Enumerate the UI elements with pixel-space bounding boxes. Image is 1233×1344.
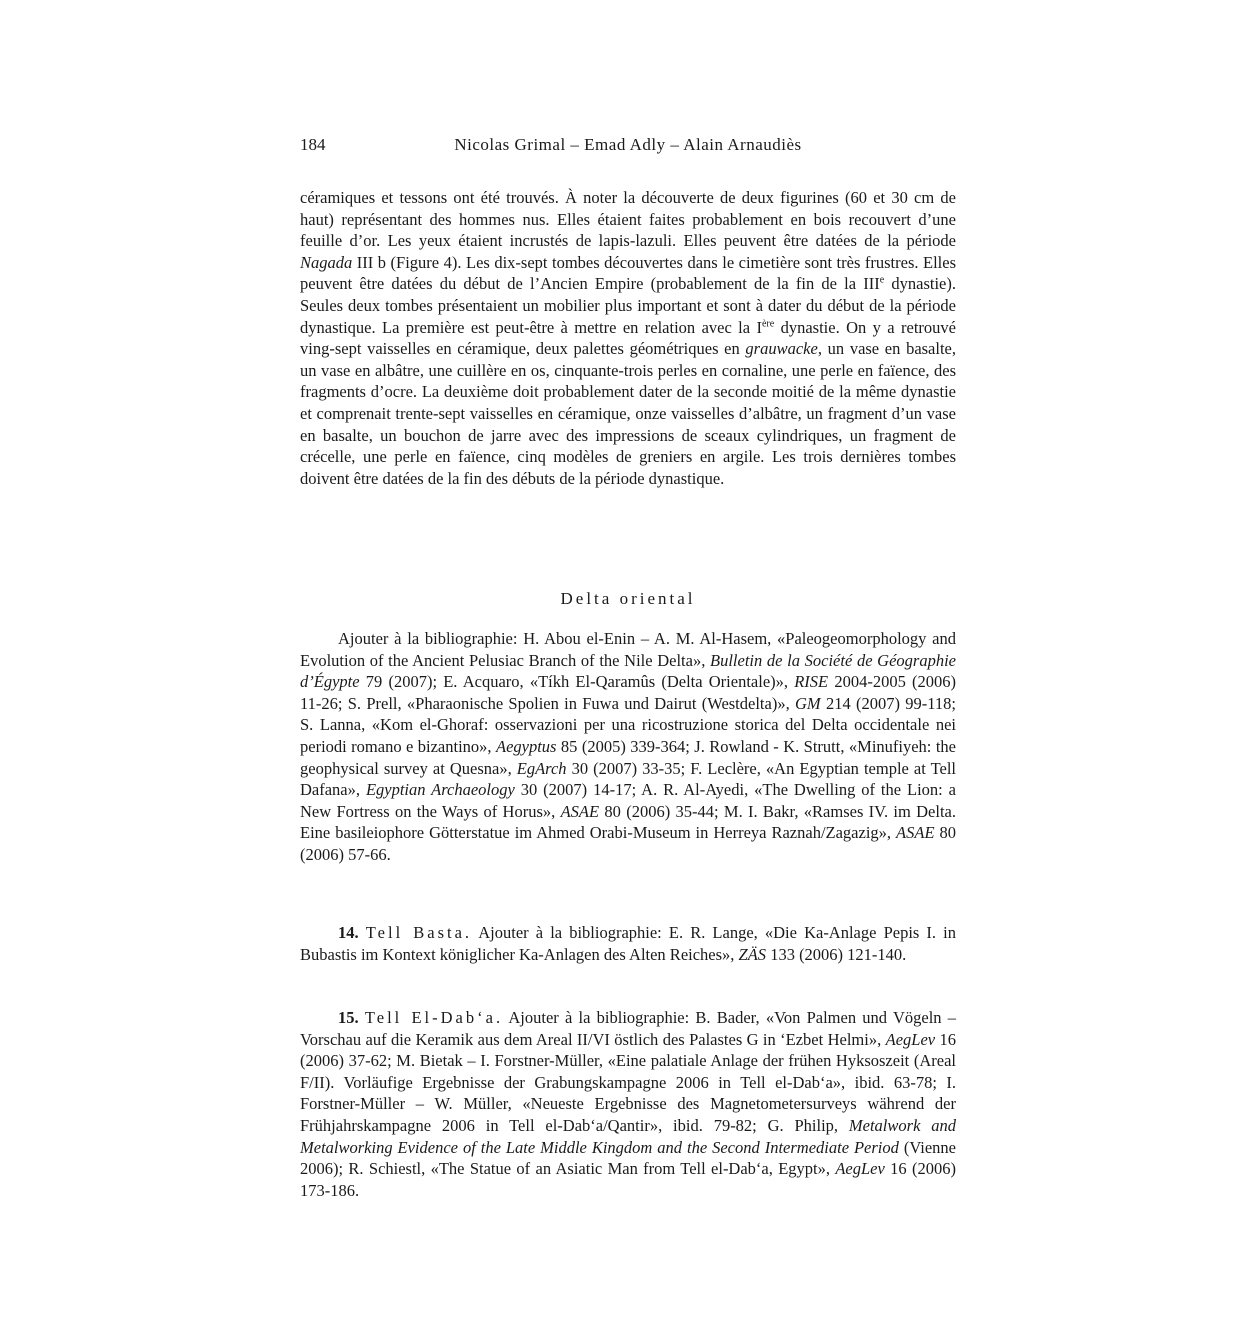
entry-number: 15. bbox=[338, 1008, 359, 1027]
entry-number: 14. bbox=[338, 923, 359, 942]
text-run: Ajouter à la bibliographie: E. R. Lange, «Die Ka-Anlage Pepis I. in Bubastis im Kontext königlicher Ka-Anlagen des Alten Reiches», bbox=[300, 923, 956, 964]
text-run: 214 (2007) 99-118; S. Lanna, «Kom el-Ghoraf: osservazioni per una ricostruzione storica del Delta occidentale nei periodi romano e bizantino», bbox=[300, 693, 956, 756]
text-run: céramiques et tessons ont été trouvés. À noter la découverte de deux figurines (60 et 30 cm de haut) représentant des hommes nus. Elles étaient faites probablement en bois recouvert d’une feuille d’or. Les yeux étaient incrustés de lapis-lazuli. Elles peuvent être datées de la période bbox=[300, 188, 956, 251]
text-run: Ajouter à la bibliographie: B. Bader, «Von Palmen und Vögeln – Vorschau auf die Keramik aus dem Areal II/VI östlich des Palastes G in ‘Ezbet Helmi», bbox=[300, 1008, 957, 1049]
text-run: 30 (2007) 33-35; F. Leclère, «An Egyptian temple at Tell Dafana», bbox=[300, 758, 956, 800]
paragraph-bibliography-delta bbox=[300, 628, 956, 866]
text-run: , un vase en basalte, un vase en albâtre, une cuillère en os, cinquante-trois perles en cornaline, une perle en faïence, des fragments d’ocre. La deuxième doit probablement dater de la seconde moitié de la même dynastie et comprenait trente-sept vaisselles en céramique, onze vaisselles d’albâtre, un fragment d’un vase en basalte, un bouchon de jarre avec des impressions de sceaux cylindriques, un fragment de crécelle, une perle en faïence, cinq modèles de greniers en argile. Les trois dernières tombes doivent être datées de la fin des débuts de la période dynastique. bbox=[300, 339, 956, 488]
text-run: 80 (2006) 57-66. bbox=[300, 823, 957, 864]
superscript: e bbox=[879, 274, 885, 286]
italic-citation: EgArch bbox=[516, 758, 567, 778]
text-run: dynastie). Seules deux tombes présentaient un mobilier plus important et sont à dater du début de la période dynastique. La première est peut-être à mettre en relation avec la I bbox=[300, 274, 956, 337]
text-run: 2004-2005 (2006) 11-26; S. Prell, «Pharaonische Spolien in Fuwa und Dairut (Westdelta)», bbox=[300, 672, 956, 713]
italic-citation: AegLev bbox=[885, 1029, 936, 1049]
paragraph-tell-el-daba bbox=[300, 1007, 956, 1201]
text-run: 80 (2006) 35-44; M. I. Bakr, «Ramses IV. im Delta. Eine basileiophore Götterstatue im Ahmed Orabi-Museum in Herreya Raznah/Zagazig», bbox=[300, 801, 956, 843]
italic-citation: RISE bbox=[794, 672, 829, 692]
italic-citation: Egyptian Archaeology bbox=[365, 780, 515, 800]
text-run: 79 (2007); E. Acquaro, «Tíkh El-Qaramûs (Delta Orientale)», bbox=[359, 672, 795, 692]
page-number: 184 bbox=[300, 135, 326, 154]
text-run: 85 (2005) 339-364; J. Rowland - K. Strutt, «Minufiyeh: the geophysical survey at Quesna», bbox=[300, 736, 956, 778]
site-name: Tell Basta. bbox=[365, 923, 473, 942]
text-run: (Vienne 2006); R. Schiestl, «The Statue of an Asiatic Man from Tell el-Dab‘a, Egypt», bbox=[300, 1137, 956, 1179]
text-run: 16 (2006) 37-62; M. Bietak – I. Forstner-Müller, «Eine palatiale Anlage der frühen Hyksoszeit (Areal F/II). Vorläufige Ergebnisse der Grabungskampagne 2006 in Tell el-Dab‘a», ibid. 63-78; I. Forstner-Müller – W. Müller, «Neueste Ergebnisse des Magnetometersurveys während der Frühjahrskampagne 2006 in Tell el-Dab‘a/Qantir», ibid. 79-82; G. Philip, bbox=[300, 1029, 957, 1135]
header-authors: Nicolas Grimal – Emad Adly – Alain Arnaudiès bbox=[454, 135, 802, 154]
text-run: III b (Figure 4). Les dix-sept tombes découvertes dans le cimetière sont très frustres. Elles peuvent être datées du début de l’Ancien Empire (probablement de la fin de la III bbox=[300, 252, 956, 294]
italic-citation: Aegyptus bbox=[495, 736, 557, 756]
italic-citation: AegLev bbox=[835, 1159, 885, 1179]
superscript: ère bbox=[761, 318, 775, 330]
italic-term: grauwacke bbox=[745, 339, 818, 359]
text-run: 133 (2006) 121-140. bbox=[766, 944, 907, 964]
italic-citation: ASAE bbox=[896, 823, 935, 843]
italic-citation: GM bbox=[795, 693, 821, 713]
text-run: dynastie. On y a retrouvé ving-sept vaisselles en céramique, deux palettes géométriques en bbox=[300, 317, 956, 359]
running-header bbox=[300, 135, 956, 159]
italic-citation: ZÄS bbox=[738, 944, 767, 964]
section-heading: Delta oriental bbox=[560, 589, 696, 608]
italic-citation: Bulletin de la Société de Géographie d’Égypte bbox=[300, 650, 956, 692]
paragraph-tell-basta bbox=[300, 922, 956, 965]
italic-term: Nagada bbox=[300, 252, 353, 272]
text-run: Ajouter à la bibliographie: H. Abou el-Enin – A. M. Al-Hasem, «Paleogeomorphology and Evolution of the Ancient Pelusiac Branch of the Nile Delta», bbox=[300, 629, 956, 670]
paragraph-cemetery-description bbox=[300, 187, 956, 489]
text-run: 30 (2007) 14-17; A. R. Al-Ayedi, «The Dwelling of the Lion: a New Fortress on the Ways of Horus», bbox=[300, 780, 956, 821]
site-name: Tell El-Dab‘a. bbox=[364, 1008, 504, 1027]
italic-citation: Metalwork and Metalworking Evidence of the Late Middle Kingdom and the Second Intermediate Period bbox=[300, 1115, 956, 1157]
text-run: 16 (2006) 173-186. bbox=[300, 1159, 956, 1200]
italic-citation: ASAE bbox=[560, 801, 600, 821]
